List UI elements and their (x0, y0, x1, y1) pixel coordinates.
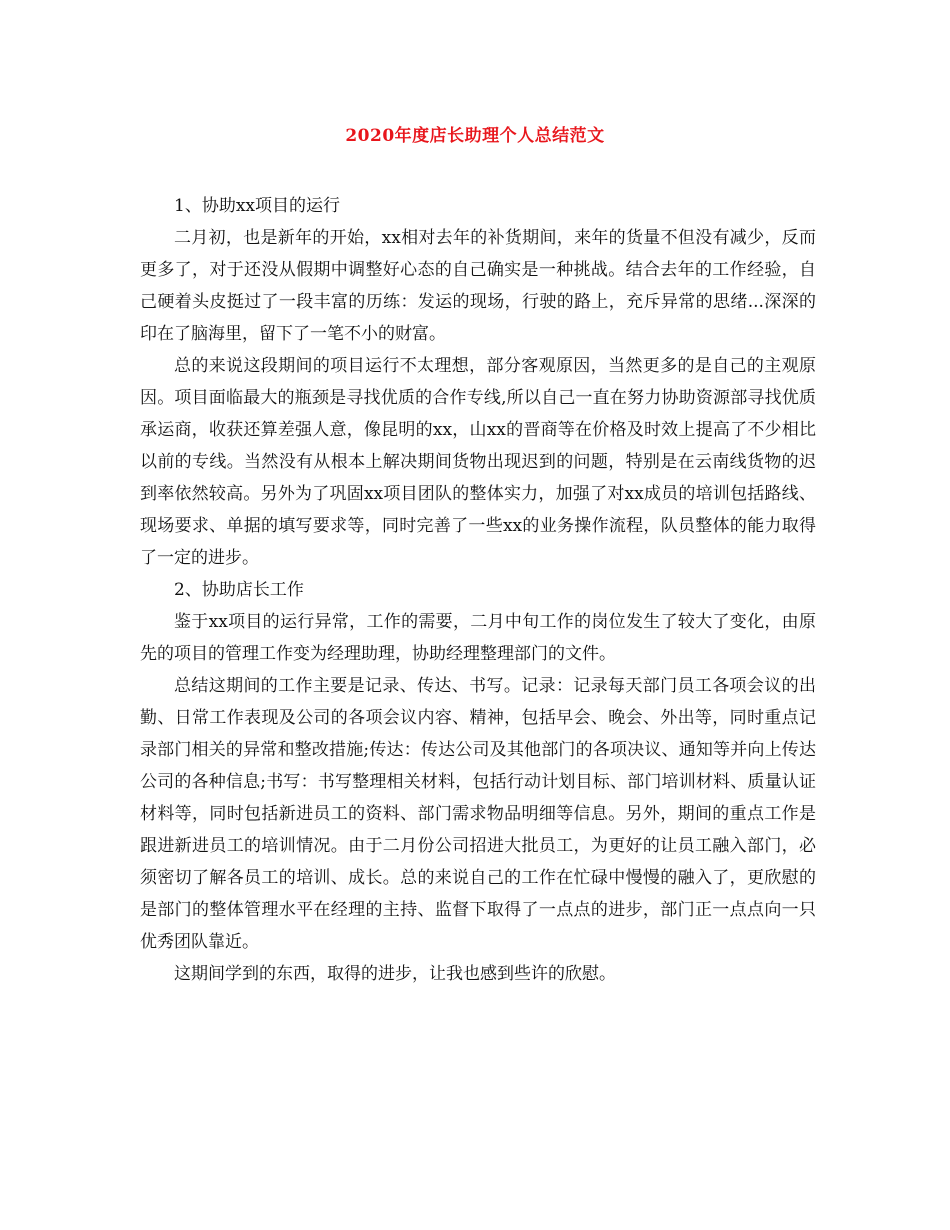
document-body (140, 190, 816, 990)
paragraph-2: 总的来说这段期间的项目运行不太理想，部分客观原因，当然更多的是自己的主观原因。项目面临最大的瓶颈是寻找优质的合作专线,所以自己一直在努力协助资源部寻找优质承运商，收获还算差强人意，像昆明的xx，山xx的晋商等在价格及时效上提高了不少相比以前的专线。当然没有从根本上解决期间货物出现迟到的问题，特别是在云南线货物的迟到率依然较高。另外为了巩固xx项目团队的整体实力，加强了对xx成员的培训包括路线、现场要求、单据的填写要求等，同时完善了一些xx的业务操作流程，队员整体的能力取得了一定的进步。 (140, 356, 816, 568)
paragraph-3: 鉴于xx项目的运行异常，工作的需要，二月中旬工作的岗位发生了较大了变化，由原先的项目的管理工作变为经理助理，协助经理整理部门的文件。 (140, 612, 816, 664)
paragraph-4: 总结这期间的工作主要是记录、传达、书写。记录：记录每天部门员工各项会议的出勤、日常工作表现及公司的各项会议内容、精神，包括早会、晚会、外出等，同时重点记录部门相关的异常和整改措施;传达：传达公司及其他部门的各项决议、通知等并向上传达公司的各种信息;书写：书写整理相关材料，包括行动计划目标、部门培训材料、质量认证材料等，同时包括新进员工的资料、部门需求物品明细等信息。另外，期间的重点工作是跟进新进员工的培训情况。由于二月份公司招进大批员工，为更好的让员工融入部门，必须密切了解各员工的培训、成长。总的来说自己的工作在忙碌中慢慢的融入了，更欣慰的是部门的整体管理水平在经理的主持、监督下取得了一点点的进步，部门正一点点向一只优秀团队靠近。 (140, 676, 816, 952)
section-heading-2: 2、协助店长工作 (174, 580, 304, 600)
section-heading-1: 1、协助xx项目的运行 (174, 196, 340, 216)
paragraph-1: 二月初，也是新年的开始，xx相对去年的补货期间，来年的货量不但没有减少，反而更多了，对于还没从假期中调整好心态的自己确实是一种挑战。结合去年的工作经验，自己硬着头皮挺过了一段丰富的历练：发运的现场，行驶的路上，充斥异常的思绪...深深的印在了脑海里，留下了一笔不小的财富。 (140, 228, 816, 344)
document-title: 2020年度店长助理个人总结范文 (345, 126, 605, 146)
paragraph-5: 这期间学到的东西，取得的进步，让我也感到些许的欣慰。 (174, 964, 616, 984)
